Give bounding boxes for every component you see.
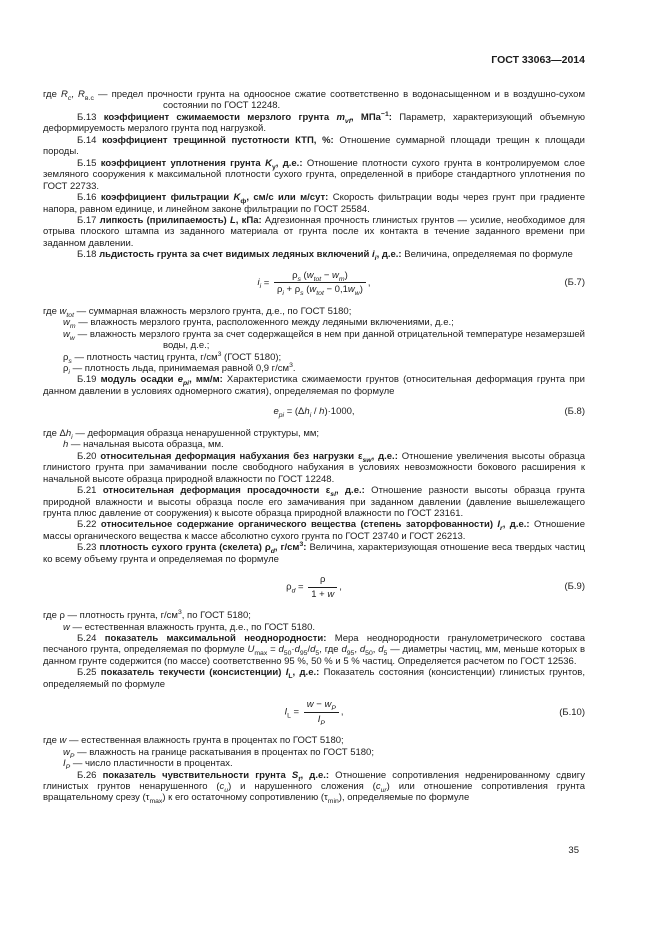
term-label: показатель чувствительности грунта $S_t$, д.е.: [102,769,330,783]
formula-expression: $I_L$ = $\frac{w - w_P}{I_P}$ , [284,699,344,727]
formula-expression: $i_i$ = $\frac{\rho_s (w_{tot} - w_m)}{\rho_i + \rho_s (w_{tot} - 0,1w_w)}$ , [257,269,371,298]
definition-paragraph: Б.21 относительная деформация просадочности $\varepsilon_{sl}$, д.е.: Отношение разности высоты образца грунта природной влажности и высоты образца после его замачивания при заданном давлении (давление вышележащего грунта плюс давление от сооружения) к высоте образца природной влажности по ГОСТ 23161. [43,485,585,519]
where-item: $\rho_s$ — плотность частиц грунта, $г/см^3$ (ГОСТ 5180); [63,350,282,365]
formula-number: (Б.9) [564,581,585,593]
term-label: показатель максимальной неоднородности: [104,633,327,645]
document-body [43,89,585,804]
where-item: $I_P$ — число пластичности в процентах. [63,758,233,771]
where-list [43,428,585,451]
where-item: $\rho_i$ — плотность льда, принимаемая равной 0,9 $г/см^3$. [63,361,296,376]
where-item: где $\Delta h_i$ — деформация образца ненарушенной структуры, мм; [43,427,320,441]
term-label: липкость (прилипаемость) L, кПа: [99,214,262,226]
term-label: коэффициент трещинной пустотности КТП, %: [102,134,334,146]
formula-expression: $e_{pi} = (\Delta h_i / h)\cdot 1000$, [273,406,355,420]
term-label: льдистость грунта за счет видимых ледяных включений $i_i$, д.е.: [99,249,402,263]
where-item: $w_w$ — влажность мерзлого грунта за счет содержащейся в нем при данной отрицательной температуре незамерзшей воды, д.е.; [63,328,585,352]
where-item: w — естественная влажность грунта, д.е., по ГОСТ 5180. [63,621,315,633]
where-clause: где $R_c$, $R_{в.с}$ — предел прочности грунта на одноосное сжатие соответственно в водонасыщенном и в воздушно-сухом состоянии по ГОСТ 12248. [43,89,585,112]
definition-paragraph: Б.14 коэффициент трещинной пустотности КТП, %: Отношение суммарной площади трещин к площади породы. [43,134,585,158]
formula-number: (Б.8) [564,406,585,418]
term-label: относительное содержание органического вещества (степень заторфованности) $I_r$, д.е.: [100,519,530,533]
term-label: модуль осадки $e_{pi}$, мм/м: [100,374,223,388]
definition-paragraph: Б.26 показатель чувствительности грунта $S_t$, д.е.: Отношение сопротивления недренированному сдвигу глинистых грунтов ненарушенного $(c_u)$ и нарушенного сложения $(c_{ur})$ или отношение сопротивления грунта вращательному срезу $(\tau_{max})$ к его остаточному сопротивлению $(\tau_{min})$, определяемые по формуле [43,769,585,806]
definition-paragraph: Б.17 липкость (прилипаемость) L, кПа: Адгезионная прочность глинистых грунтов — усилие, необходимое для отрыва плоского штампа из заданного материала от грунта после их контакта в течение заданного времени при заданном давлении. [43,214,585,249]
where-item: $w_m$ — влажность мерзлого грунта, расположенного между ледяными включениями, д.е.; [63,317,454,331]
where-list [43,735,585,769]
definition-paragraph: Б.18 льдистость грунта за счет видимых ледяных включений $i_i$, д.е.: Величина, определяемая по формуле [77,249,573,263]
term-label: коэффициент сжимаемости мерзлого грунта $m_{vf}$, МПа$^{-1}$: [103,110,392,125]
where-list [43,306,585,375]
definition-paragraph: Б.23 плотность сухого грунта (скелета) $\rho_d$, $г/см^3$: Величина, характеризующая отношение веса твердых частиц ко всему объему грунта и определяемая по формуле [43,541,586,565]
where-item: где $w_{tot}$ — суммарная влажность мерзлого грунта, д.е., по ГОСТ 5180; [43,305,352,319]
document-header [43,55,585,66]
definition-paragraph: Б.13 коэффициент сжимаемости мерзлого грунта $m_{vf}$, МПа$^{-1}$: Параметр, характеризующий объемную деформируемость мерзлого грунта под нагрузкой. [43,110,585,135]
definition-paragraph: Б.19 модуль осадки $e_{pi}$, мм/м: Характеристика сжимаемости грунтов (относительная деформация грунта при данном давлении в условиях одномерного сжатия), определяемая по формуле [43,374,585,397]
where-item: h — начальная высота образца, мм. [63,439,224,451]
definition-paragraph: Б.15 коэффициент уплотнения грунта $K_у$, д.е.: Отношение плотности сухого грунта в контролируемом слое земляного сооружения к максимальной плотности сухого грунта, определенной в приборе стандартного уплотнения по ГОСТ 22733. [43,157,585,192]
formula [43,574,585,600]
formula [43,699,585,725]
where-list [43,610,585,633]
term-label: относительная деформация просадочности $\varepsilon_{sl}$, д.е.: [102,485,365,498]
definition-paragraph: Б.24 показатель максимальной неоднородности: Мера неоднородности гранулометрического состава песчаного грунта, определяемая по формуле $U_{max} = d_{50}\cdot d_{95}/d_5$, где $d_{95}$, $d_{50}$, $d_5$ — диаметры частиц, мм, меньше которых в данном грунте содержится (по массе) соответственно 95 %, 50 % и 5 % частиц. Определяется расчетом по ГОСТ 12536. [43,633,586,667]
formula [43,270,585,296]
formula-expression: $\rho_d$ = $\frac{\rho}{1 + w}$ , [286,574,342,600]
page-number: 35 [568,845,579,856]
term-label: коэффициент фильтрации $K_ф$, см/с или м/сут: [100,192,329,205]
definition-paragraph: Б.20 относительная деформация набухания без нагрузки $\varepsilon_{sw}$, д.е.: Отношение увеличения высоты образца глинистого грунта при замачивании после свободного набухания в условиях невозможности бокового расширения к начальной высоте образца природной влажности по ГОСТ 12248. [43,450,586,485]
definition-paragraph: Б.16 коэффициент фильтрации $K_ф$, см/с или м/сут: Скорость фильтрации воды через грунт при градиенте напора, равном единице, и линейном законе фильтрации по ГОСТ 25584. [43,192,585,215]
where-item: где ρ — плотность грунта, $г/см^3$, по ГОСТ 5180; [43,608,251,622]
formula-number: (Б.7) [564,277,585,289]
term-label: коэффициент уплотнения грунта $K_у$, д.е.: [100,157,303,171]
formula [43,406,585,420]
formula-number: (Б.10) [559,706,585,718]
term-label: относительная деформация набухания без нагрузки $\varepsilon_{sw}$, д.е.: [100,450,398,464]
standard-number: ГОСТ 33063—2014 [491,54,585,66]
where-item: где w — естественная влажность грунта в процентах по ГОСТ 5180; [43,735,344,747]
where-item: $w_P$ — влажность на границе раскатывания в процентах по ГОСТ 5180; [63,746,374,760]
definition-paragraph: Б.22 относительное содержание органического вещества (степень заторфованности) $I_r$, д.е.: Отношение массы органического вещества к массе абсолютно сухого грунта по ГОСТ 23740 и ГОСТ 26213. [43,519,585,542]
definition-paragraph: Б.25 показатель текучести (консистенции) $I_L$, д.е.: Показатель состояния (консистенции) глинистых грунтов, определяемый по формуле [43,667,585,690]
term-label: показатель текучести (консистенции) $I_L$, д.е.: [100,667,320,681]
term-label: плотность сухого грунта (скелета) $\rho_d$, $г/см^3$: [99,541,307,556]
